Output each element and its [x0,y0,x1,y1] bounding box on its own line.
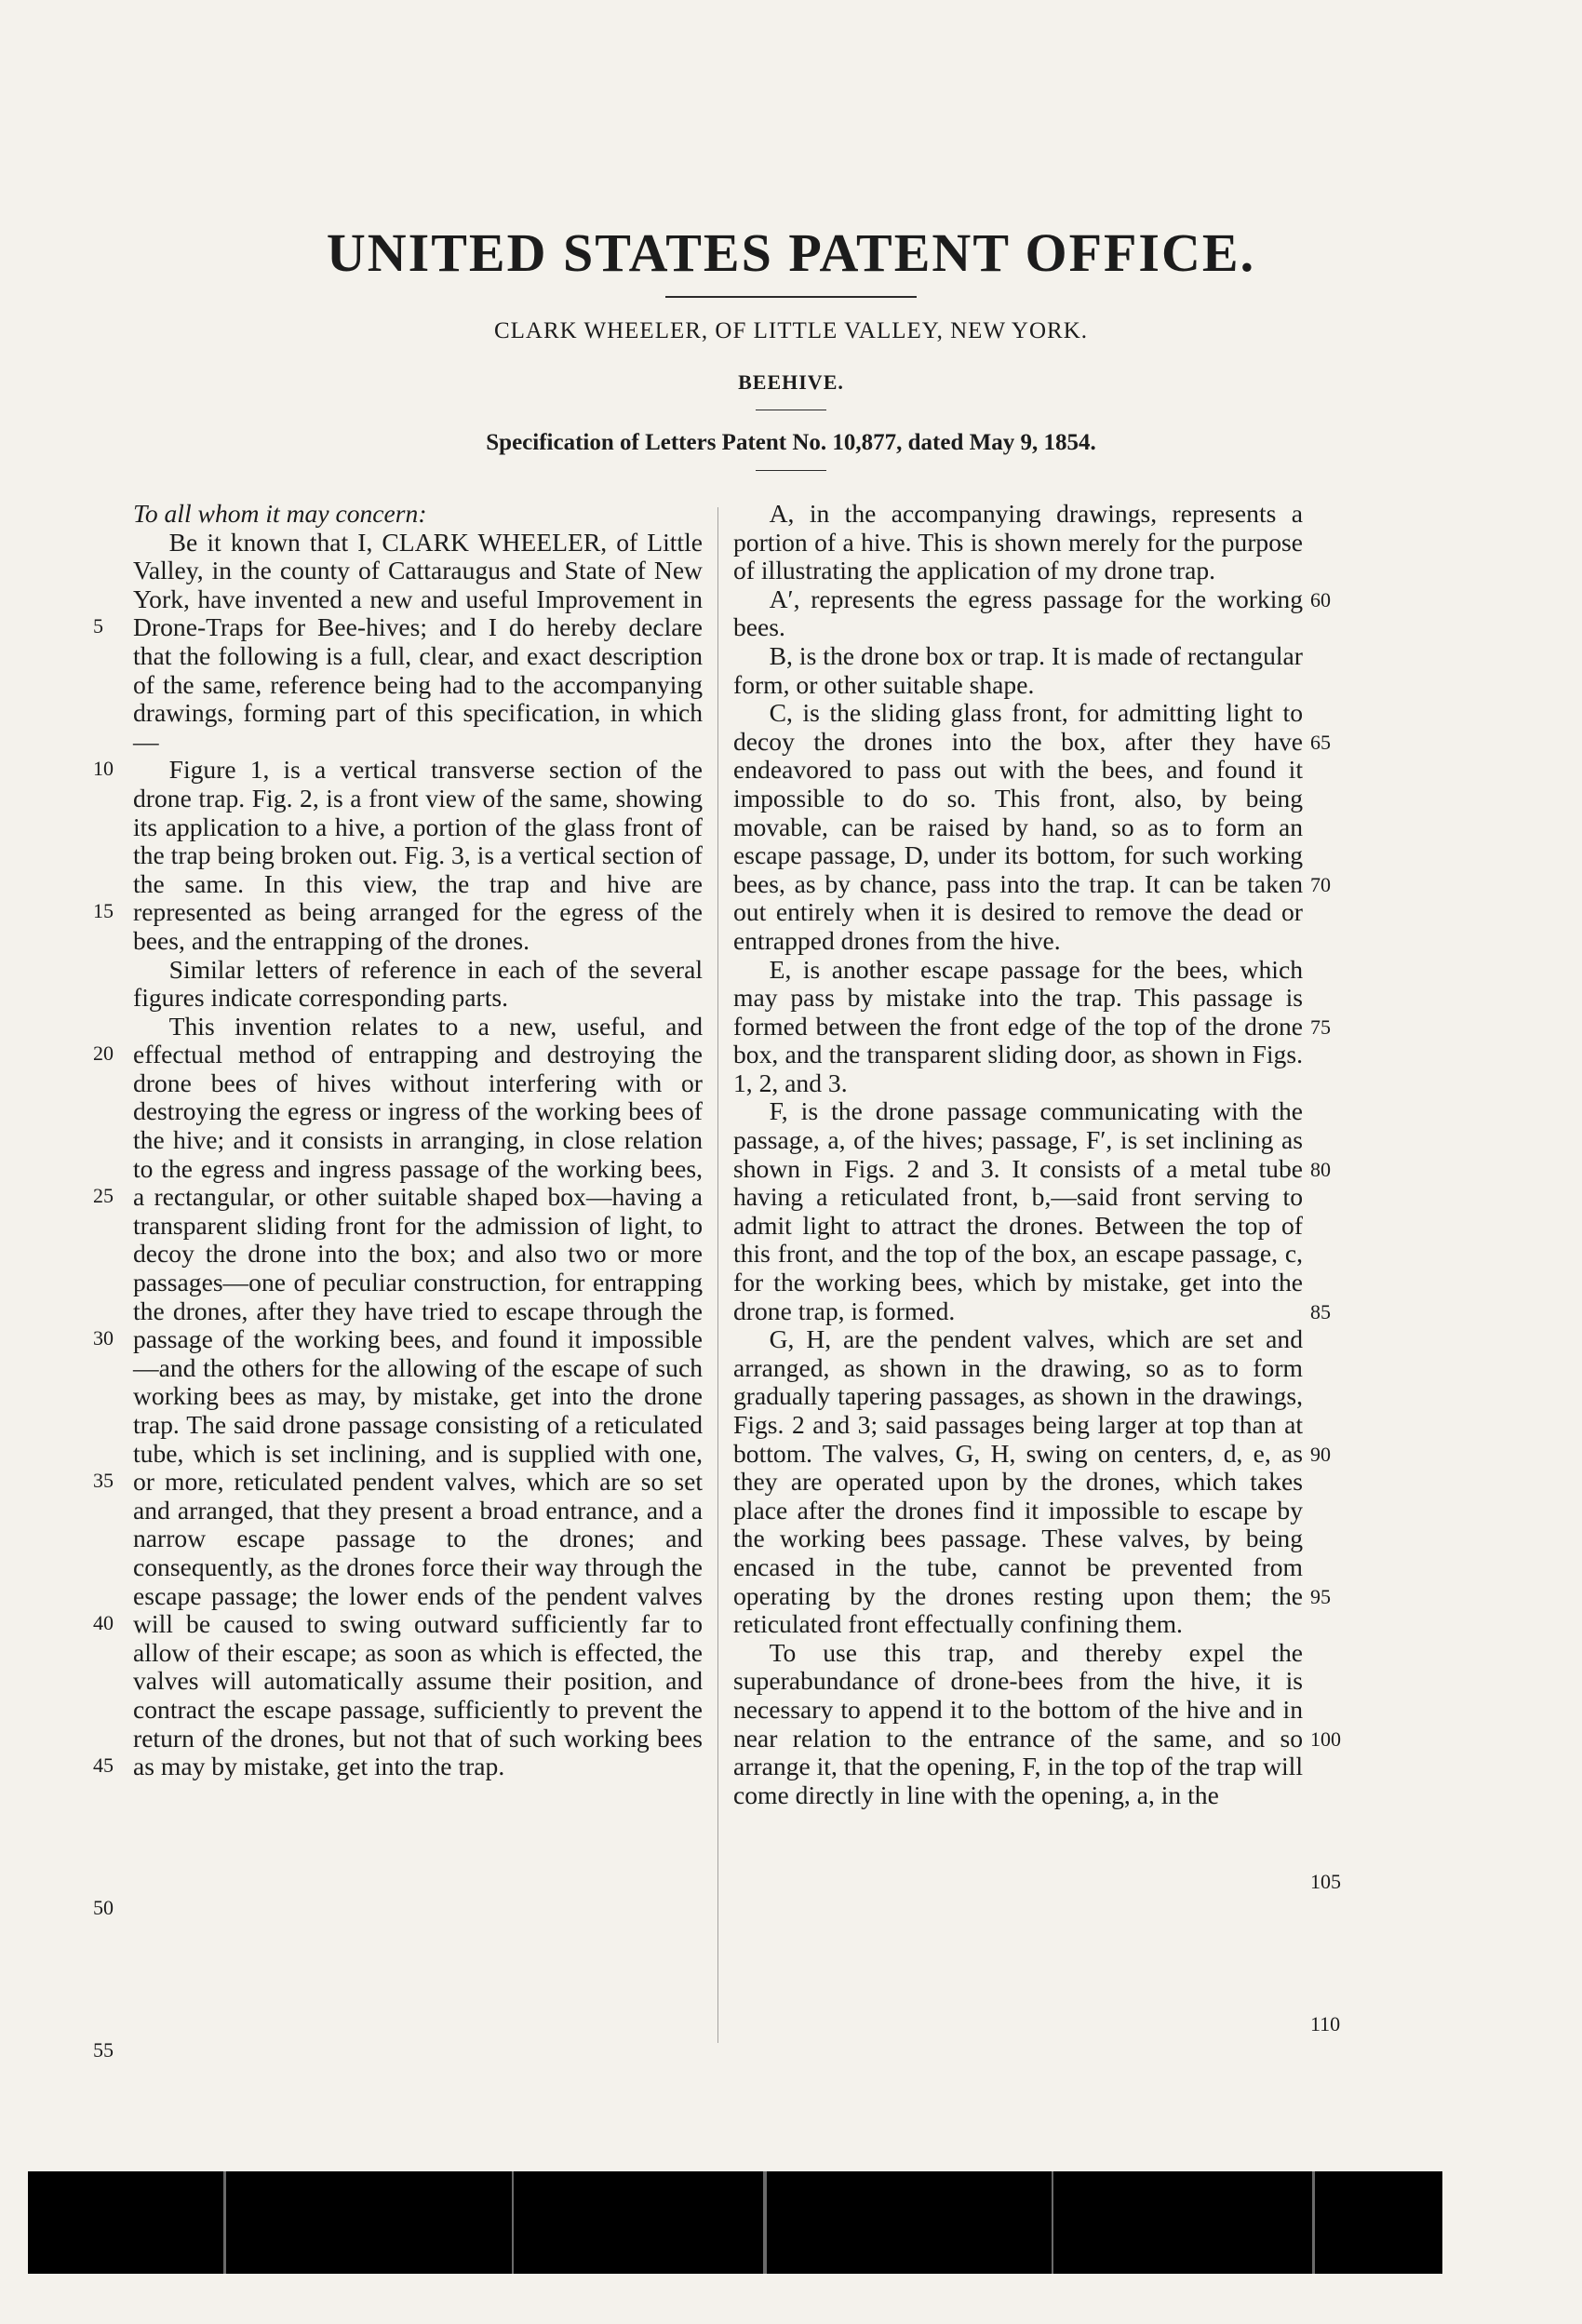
line-number: 75 [1310,1015,1331,1039]
scan-streak [512,2171,514,2274]
paragraph: Similar letters of reference in each of the several figures indicate corresponding parts. [133,954,703,1013]
paragraph: E, is another escape passage for the bees, which may pass by mistake into the trap. This passage is formed between the front edge of the top of the drone box, and the transparent sliding door, as shown in Figs. 1, 2, and 3. [733,954,1303,1097]
scan-streak [1052,2171,1053,2274]
line-number: 90 [1310,1443,1331,1466]
line-number: 20 [93,1041,114,1065]
line-number: 85 [1310,1300,1331,1323]
line-number: 30 [93,1326,114,1350]
paragraph: F, is the drone passage communicating with the passage, a, of the hives; passage, F′, is set inclining as shown in Figs. 2 and 3. It consists of a metal tube having a reticulated front, b,—said front serving to admit light to attract the drones. Between the top of this front, and the top of the box, an escape passage, c, for the working bees, which by mistake, get into the drone trap, is formed. [733,1096,1303,1325]
paragraph: B, is the drone box or trap. It is made of rectangular form, or other suitable shape. [733,640,1303,699]
line-number: 110 [1310,2012,1341,2035]
paragraph: A, in the accompanying drawings, represents a portion of a hive. This is shown merely for the purpose of illustrating the application of my drone trap. [733,499,1303,585]
line-number: 5 [93,614,103,638]
line-number: 100 [1310,1727,1341,1751]
paragraph: Figure 1, is a vertical transverse section of the drone trap. Fig. 2, is a front view of the same, showing its application to a hive, a portion of the glass front of the trap being broken out. Fig. 3, is a vertical section of the same. In this view, the trap and hive are represented as being arranged for the egress of the bees, and the entrapping of the drones. [133,755,703,955]
line-number: 95 [1310,1585,1331,1608]
scan-streak [223,2171,226,2274]
line-number: 60 [1310,588,1331,611]
paragraph: To use this trap, and thereby expel the superabundance of drone-bees from the hive, it is necessary to append it to the bottom of the hive and in near relation to the entrance of the same, and so arrange it, that the opening, F, in the top of the trap will come directly in line with the opening, a, in the [733,1637,1303,1809]
line-number: 45 [93,1753,114,1777]
line-number: 15 [93,899,114,922]
line-number: 25 [93,1184,114,1207]
author-line: CLARK WHEELER, OF LITTLE VALLEY, NEW YORK. [493,318,1089,343]
office-title: UNITED STATES PATENT OFFICE. [326,222,1256,283]
right-column [733,500,1303,1809]
paragraph: Be it known that I, CLARK WHEELER, of Little Valley, in the county of Cattaraugus and State of New York, have invented a new and useful Improvement in Drone-Traps for Bee-hives; and I do hereby declare that the following is a full, clear, and exact description of the same, reference being had to the accompanying drawings, forming part of this specification, in which— [133,527,703,756]
paragraph: C, is the sliding glass front, for admitting light to decoy the drones into the box, after they have endeavored to pass out with the bees, and found it impossible to do so. This front, also, by being movable, can be raised by hand, so as to form an escape passage, D, under its bottom, for such working bees, as by chance, pass into the trap. It can be taken out entirely when it is desired to remove the dead or entrapped drones from the hive. [733,698,1303,955]
line-number: 70 [1310,873,1331,896]
line-number: 50 [93,1896,114,1919]
line-number: 65 [1310,731,1331,754]
line-number: 35 [93,1469,114,1492]
specification-line: Specification of Letters Patent No. 10,877, dated May 9, 1854. [486,430,1096,455]
scan-edge-bar [28,2171,1442,2274]
line-number: 10 [93,757,114,780]
scan-streak [1312,2171,1315,2274]
paragraph: A′, represents the egress passage for the working bees. [733,584,1303,642]
line-number: 105 [1310,1870,1341,1893]
line-number: 55 [93,2038,114,2062]
title-rule [665,296,917,298]
line-number: 40 [93,1611,114,1634]
scan-streak [763,2171,767,2274]
column-divider [717,507,718,2043]
line-number: 80 [1310,1158,1331,1181]
spec-rule [756,470,826,471]
salutation: To all whom it may concern: [133,499,427,528]
subject-title: BEEHIVE. [738,370,844,394]
paragraph: G, H, are the pendent valves, which are set and arranged, as shown in the drawing, so as to form gradually tapering passages, as shown in the drawings, Figs. 2 and 3; said passages being larger at top than at bottom. The valves, G, H, swing on centers, d, e, as they are operated upon by the drones, which takes place after the drones find it impossible to escape by the working bees passage. These valves, by being encased in the tube, cannot be prevented from operating by the drones resting upon them; the reticulated front effectually confining them. [733,1324,1303,1639]
left-column [133,500,703,1781]
paragraph: This invention relates to a new, useful, and effectual method of entrapping and destroying the drone bees of hives without interfering with or destroying the egress or ingress of the working bees of the hive; and it consists in arranging, in close relation to the egress and ingress passage of the working bees, a rectangular, or other suitable shaped box—having a transparent sliding front for the admission of light, to decoy the drone into the box; and also two or more passages—one of peculiar construction, for entrapping the drones, after they have tried to escape through the passage of the working bees, and found it impossible—and the others for the allowing of the escape of such working bees as may, by mistake, get into the drone trap. The said drone passage consisting of a reticulated tube, which is set inclining, and is supplied with one, or more, reticulated pendent valves, which are so set and arranged, that they present a broad entrance, and a narrow escape passage to the drones; and consequently, as the drones force their way through the escape passage; the lower ends of the pendent valves will be caused to swing outward sufficiently far to allow of their escape; as soon as which is effected, the valves will automatically assume their position, and contract the escape passage, sufficiently to prevent the return of the drones, but not that of such working bees as may by mistake, get into the trap. [133,1011,703,1781]
